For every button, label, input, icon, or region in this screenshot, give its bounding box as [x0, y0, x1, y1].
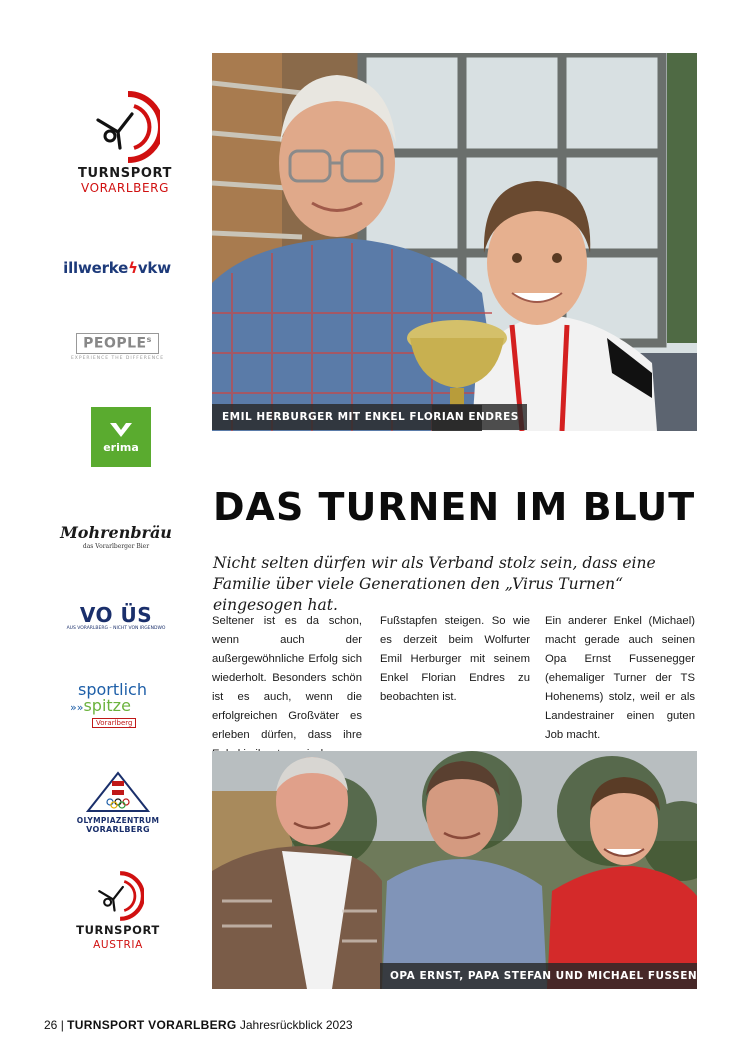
people-logo	[60, 326, 175, 368]
article-column-3: Ein anderer Enkel (Michael) macht gerade auch seinen Opa Ernst Fussenegger (ehemaliger Turner der TS Hohenems) stolz, weil er als Landestrainer einen guten Job macht.	[545, 615, 695, 741]
erima-text: erima	[103, 440, 139, 454]
olympiazentrum-logo	[78, 766, 158, 838]
article-column-2: Fußstapfen steigen. So wie es derzeit beim Wolfurter Emil Herburger mit seinem Enkel Florian Endres zu beobachten ist.	[380, 615, 530, 703]
photo-fussenegger-family	[212, 751, 697, 989]
vorarlberg-badge: Vorarlberg	[92, 718, 136, 728]
spitze-text: spitze	[83, 696, 131, 715]
footer-subtitle: Jahresrückblick 2023	[239, 1018, 353, 1032]
erima-leaf-icon	[108, 421, 134, 439]
gymnast-icon	[90, 88, 160, 166]
illwerke-vkw-logo	[52, 254, 182, 282]
sportlich-spitze-logo	[70, 680, 168, 730]
illwerke-text: illwerke	[63, 259, 129, 277]
photo-image	[212, 751, 697, 989]
people-text: PEOPLE	[83, 335, 147, 352]
turnsport-vorarlberg-logo	[60, 82, 190, 200]
logo-line-2: AUSTRIA	[93, 938, 143, 951]
article-lead: Nicht selten dürfen wir als Verband stolz sein, dass eine Familie über viele Generationen den „Virus Turnen“ eingesogen hat.	[213, 554, 656, 614]
mohrenbraeu-text: Mohrenbräu	[60, 522, 172, 542]
article-headline: DAS TURNEN IM BLUT	[213, 485, 696, 529]
sportlich-text: sportlich	[78, 680, 147, 699]
article-column-1: Seltener ist es da schon, wenn auch der außergewöhnliche Erfolg sich wiederholt. Besonders schön ist es auch, wenn die erfolgreichen Großväter es erleben dürfen, dass ihre	[212, 615, 362, 741]
vous-text: VO ÜS	[79, 602, 153, 627]
olympia-crest-icon	[86, 771, 150, 813]
arrows-icon: »»	[70, 701, 84, 714]
footer-separator: |	[60, 1018, 64, 1032]
photo-grandfather-grandson	[212, 53, 697, 431]
turnsport-austria-logo	[60, 868, 176, 952]
erima-logo	[90, 406, 152, 468]
people-tagline: EXPERIENCE THE DIFFERENCE	[70, 355, 165, 361]
photo-image	[212, 53, 697, 431]
olympiazentrum-text: OLYMPIAZENTRUM	[76, 815, 160, 825]
vous-logo	[66, 598, 166, 636]
mohrenbraeu-logo	[58, 516, 174, 556]
mohrenbraeu-tagline: das Vorarlberger Bier	[82, 542, 150, 550]
photo-caption: EMIL HERBURGER MIT ENKEL FLORIAN ENDRES	[212, 404, 527, 430]
page-footer	[44, 1018, 353, 1032]
vkw-text: vkw	[137, 259, 171, 277]
olympiazentrum-region: VORARLBERG	[86, 824, 150, 834]
bolt-icon: ϟ	[128, 259, 138, 277]
gymnast-icon	[92, 869, 144, 923]
footer-brand: TURNSPORT VORARLBERG	[67, 1018, 237, 1032]
people-sup: s	[146, 335, 152, 345]
photo-caption: OPA ERNST, PAPA STEFAN UND MICHAEL FUSSENEGGER	[380, 963, 697, 989]
logo-line-2: VORARLBERG	[81, 180, 169, 195]
page-number: 26	[44, 1018, 58, 1032]
logo-line-1: TURNSPORT	[76, 922, 160, 937]
vous-tagline: AUS VORARLBERG – NICHT VON IRGENDWO	[66, 625, 166, 631]
logo-line-1: TURNSPORT	[78, 165, 172, 181]
